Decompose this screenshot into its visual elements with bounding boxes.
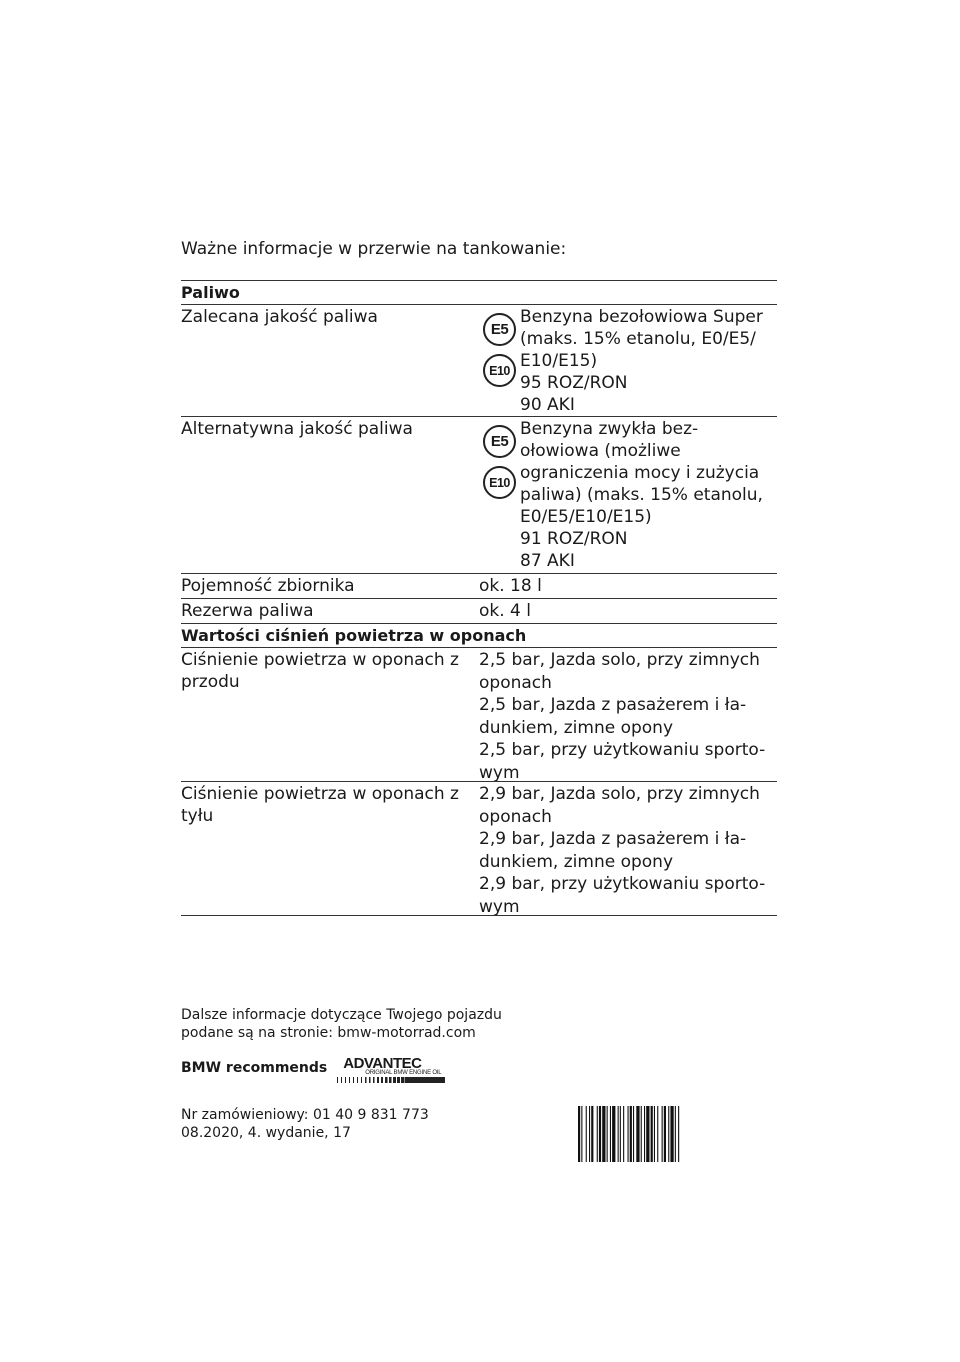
- row-alternative-fuel: [181, 416, 777, 573]
- more-info-text: Dalsze informacje dotyczące Twojego pojazdu podane są na stronie: bmw-motorrad.com: [181, 1007, 502, 1041]
- e5-badge-icon: E5: [483, 313, 516, 346]
- barcode-icon: [578, 1106, 776, 1162]
- bmw-recommends: [181, 1055, 445, 1083]
- fuel-reserve-label: Rezerwa paliwa: [181, 601, 314, 621]
- fuel-reserve-value: ok. 4 l: [479, 601, 531, 621]
- order-number: Nr zamówieniowy: 01 40 9 831 773 08.2020, 4. wydanie, 17: [181, 1107, 429, 1141]
- e5-badge-icon: E5: [483, 425, 516, 458]
- fuel-section-title: Paliwo: [181, 280, 777, 304]
- front-tyre-pressure-label: Ciśnienie powietrza w oponach z przodu: [181, 650, 459, 692]
- e10-badge-icon: E10: [483, 354, 516, 387]
- intro-heading: Ważne informacje w przerwie na tankowanie:: [181, 239, 567, 259]
- alternative-fuel-value: Benzyna zwykła bez- ołowiowa (możliwe ograniczenia mocy i zużycia paliwa) (maks. 15% etanolu, E0/E5/E10/E15) 91 ROZ/RON 87 AKI: [520, 419, 763, 571]
- tyre-section-title: Wartości ciśnień powietrza w oponach: [181, 623, 777, 647]
- rear-tyre-pressure-value: 2,9 bar, Jazda solo, przy zimnych oponach 2,9 bar, Jazda z pasażerem i ła- dunkiem, zimne opony 2,9 bar, przy użytkowaniu sporto- wym: [479, 784, 766, 917]
- row-fuel-reserve: [181, 598, 777, 623]
- advantec-stripes-icon: [335, 1077, 445, 1083]
- tank-capacity-value: ok. 18 l: [479, 576, 542, 596]
- front-tyre-pressure-value: 2,5 bar, Jazda solo, przy zimnych oponach 2,5 bar, Jazda z pasażerem i ła- dunkiem, zimne opony 2,5 bar, przy użytkowaniu sporto- wym: [479, 650, 766, 783]
- recommended-fuel-label: Zalecana jakość paliwa: [181, 307, 378, 327]
- recommends-label: BMW recommends: [181, 1060, 328, 1076]
- row-front-tyre-pressure: [181, 647, 777, 781]
- spec-table: [181, 280, 777, 916]
- row-recommended-fuel: [181, 304, 777, 416]
- e10-badge-icon: E10: [483, 466, 516, 499]
- tank-capacity-label: Pojemność zbiornika: [181, 576, 355, 596]
- row-rear-tyre-pressure: [181, 781, 777, 916]
- recommended-fuel-value: Benzyna bezołowiowa Super (maks. 15% etanolu, E0/E5/ E10/E15) 95 ROZ/RON 90 AKI: [520, 307, 763, 415]
- advantec-logo: ADVANTEC ORIGINAL BMW ENGINE OIL: [335, 1055, 445, 1083]
- rear-tyre-pressure-label: Ciśnienie powietrza w oponach z tyłu: [181, 784, 459, 826]
- row-tank-capacity: [181, 573, 777, 598]
- alternative-fuel-label: Alternatywna jakość paliwa: [181, 419, 413, 439]
